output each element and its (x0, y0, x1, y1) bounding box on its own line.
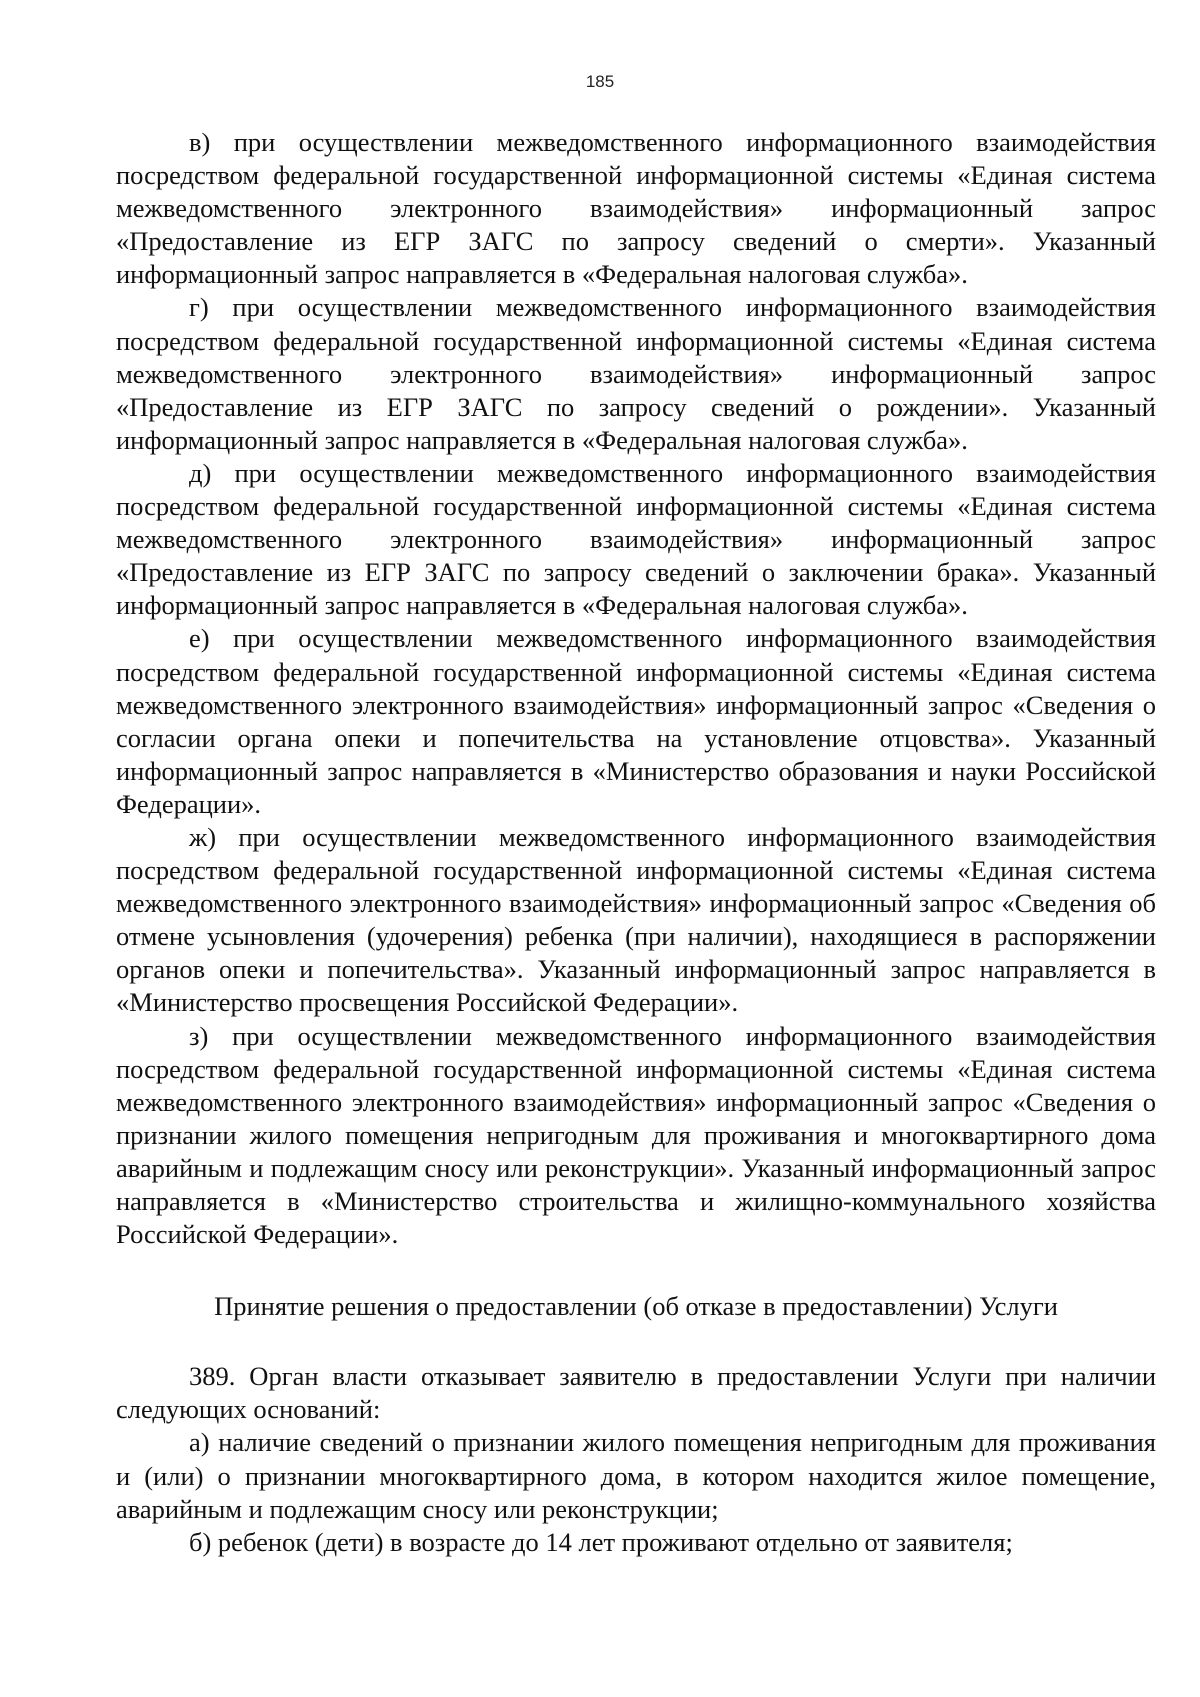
paragraph-389-a: а) наличие сведений о признании жилого помещения непригодным для проживания и (или) о признании многоквартирного дома, в котором находится жилое помещение, аварийным и подлежащим сносу или реконструкции; (116, 1427, 1156, 1524)
paragraph-g: г) при осуществлении межведомственного информационного взаимодействия посредством федеральной государственной информационной системы «Единая система межведомственного электронного взаимодействия» информационный запрос «Предоставление из ЕГР ЗАГС по запросу сведений о рождении». Указанный информационный запрос направляется в «Федеральная налоговая служба». (116, 292, 1156, 455)
paragraph-zh: ж) при осуществлении межведомственного информационного взаимодействия посредством федеральной государственной информационной системы «Единая система межведомственного электронного взаимодействия» информационный запрос «Сведения об отмене усыновления (удочерения) ребенка (при наличии), находящиеся в распоряжении органов опеки и попечительства». Указанный информационный запрос направляется в «Министерство просвещения Российской Федерации». (116, 821, 1156, 1018)
paragraph-389-b: б) ребенок (дети) в возрасте до 14 лет проживают отдельно от заявителя; (189, 1526, 1013, 1557)
paragraph-e: е) при осуществлении межведомственного информационного взаимодействия посредством федеральной государственной информационной системы «Единая система межведомственного электронного взаимодействия» информационный запрос «Сведения о согласии органа опеки и попечительства на установление отцовства». Указанный информационный запрос направляется в «Министерство образования и науки Российской Федерации». (116, 623, 1156, 819)
section-heading: Принятие решения о предоставлении (об отказе в предоставлении) Услуги (214, 1291, 1058, 1322)
paragraph-v: в) при осуществлении межведомственного информационного взаимодействия посредством федеральной государственной информационной системы «Единая система межведомственного электронного взаимодействия» информационный запрос «Предоставление из ЕГР ЗАГС по запросу сведений о смерти». Указанный информационный запрос направляется в «Федеральная налоговая служба». (116, 127, 1156, 290)
paragraph-389: 389. Орган власти отказывает заявителю в предоставлении Услуги при наличии следующих оснований: (116, 1361, 1156, 1425)
page-number: 185 (585, 72, 615, 91)
paragraph-d: д) при осуществлении межведомственного информационного взаимодействия посредством федеральной государственной информационной системы «Единая система межведомственного электронного взаимодействия» информационный запрос «Предоставление из ЕГР ЗАГС по запросу сведений о заключении брака». Указанный информационный запрос направляется в «Федеральная налоговая служба». (116, 457, 1156, 621)
paragraph-z: з) при осуществлении межведомственного информационного взаимодействия посредством федеральной государственной информационной системы «Единая система межведомственного электронного взаимодействия» информационный запрос «Сведения о признании жилого помещения непригодным для проживания и многоквартирного дома аварийным и подлежащим сносу или реконструкции». Указанный информационный запрос направляется в «Министерство строительства и жилищно-коммунального хозяйства Российской Федерации». (116, 1020, 1156, 1250)
document-body (116, 126, 1156, 1559)
